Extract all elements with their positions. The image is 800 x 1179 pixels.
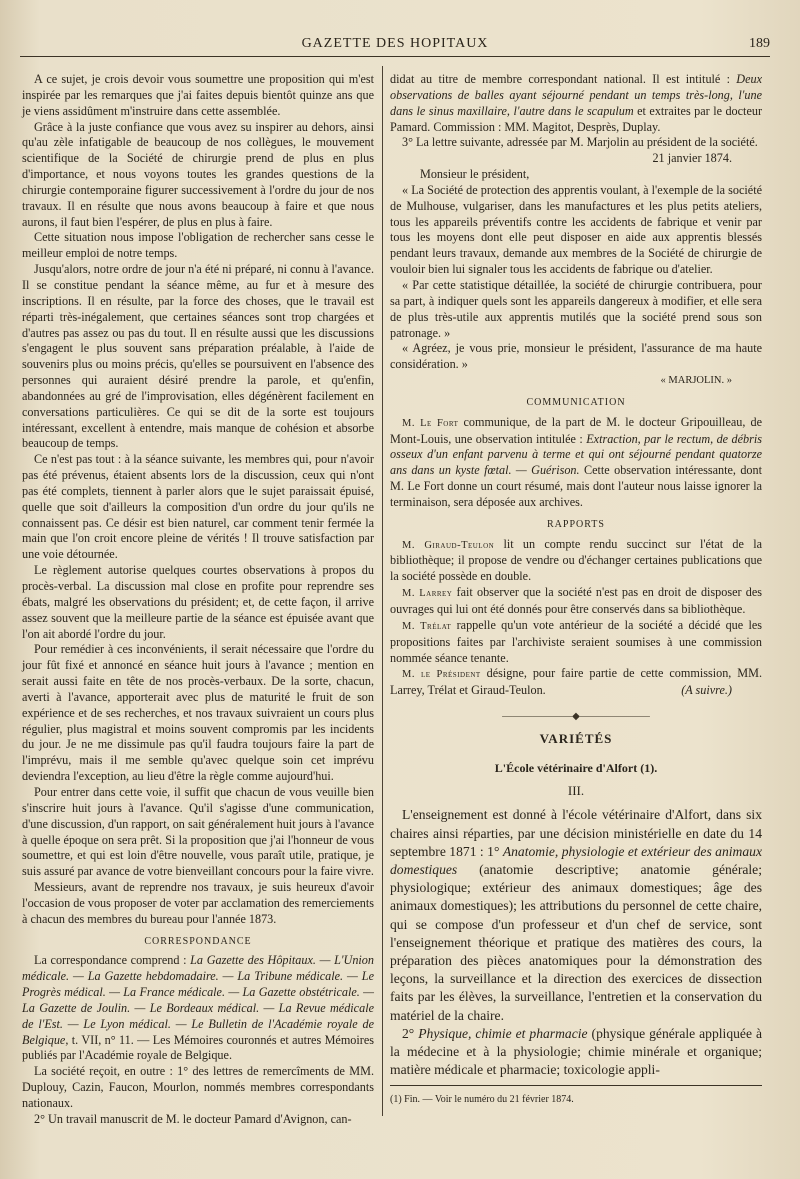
page-header — [20, 36, 770, 57]
text-run: t. VII, n° 11. — Les Mémoires couronnés et autres Mémoires publiés par l'Académie royale de Belgique. — [22, 1032, 374, 1063]
paragraph — [390, 585, 762, 618]
paragraph — [22, 953, 374, 1064]
italic-run: Physique, chimie et pharmacie — [418, 1025, 588, 1041]
italic-run: Extraction, par le rectum, de débris osseux d'un enfant parvenu à terme et qui ont séjourné pendant quatorze ans dans un kyste fœtal. — Guérison. — [390, 431, 762, 478]
italic-run: Deux observations de balles ayant séjourné pendant un temps très-long, l'une dans le sinus maxillaire, l'autre dans le scapulum — [390, 72, 762, 118]
paragraph — [390, 537, 762, 586]
paragraph — [390, 806, 762, 1024]
journal-title: GAZETTE DES HOPITAUX — [301, 36, 489, 51]
text-run: rappelle qu'un vote antérieur de la société a décidé que les propositions faites par l'archiviste seraient soumises à une commission nommée séance tenante. — [390, 617, 762, 665]
speaker-name: M. Le Fort — [402, 417, 459, 429]
paragraph: 3° La lettre suivante, adressée par M. Marjolin au président de la société. — [402, 135, 758, 150]
paragraph — [390, 1025, 762, 1080]
to-be-continued: (A suivre.) — [681, 683, 732, 698]
text-run: La correspondance comprend : — [34, 953, 191, 968]
paragraph: Jusqu'alors, notre ordre de jour n'a été ni préparé, ni connu à l'avance. Il se constitue pendant la séance même, au fur et à mesure des inscriptions. Il en résulte, par la force des choses, que le travail est réparti très-inégalement, que certaines séances sont trop chargées et d'autres pas assez ou pas du tout. Il en résulte aussi que les discussions s'engagent le plus souvent sans préparation préalable, à l'aide de souvenirs plus ou moins précis, qu'elles se poursuivent en l'absence des personnes qui auraient désiré prendre la parole, et qu'enfin, abandonnées au gré de l'improvisation, elles dégénèrent facilement en conversations particulières. Ce qui se dit de la sorte est toujours intéressant, excellent à entendre, mais manque de cohésion et absorbe beaucoup de temps. — [22, 262, 374, 451]
left-column — [22, 72, 374, 1128]
text-run: et extraites par le docteur Pamard. Commission : MM. Magitot, Desprès, Duplay. — [390, 103, 763, 134]
paragraph: Messieurs, avant de reprendre nos travaux, je suis heureux d'avoir l'occasion de vous proposer de voter par acclamation des remerciements à chacun des membres du bureau pour l'année 1873. — [22, 880, 374, 926]
right-column — [390, 72, 762, 1108]
speaker-name: M. le Président — [402, 669, 481, 681]
paragraph — [390, 72, 762, 135]
paragraph: Pour remédier à ces inconvénients, il serait nécessaire que l'ordre du jour fût fixé et annoncé en séance huit jours à l'avance ; mention en serait aussi faite en tête de nos procès-verbaux. De la sorte, chacun, averti à l'avance, apporterait avec plus de maturité le fruit de son expérience et de ses recherches, et nos travaux suivraient un cours plus régulier, plus magistral et moins souvent compromis par les incidents du jour. Je ne me dissimule pas qu'il faudra toujours faire la part de l'imprévu, mais il me semble qu'avec quelque soin cet imprévu deviendra l'exception, au lieu d'être la règle comme aujourd'hui. — [22, 642, 374, 784]
footnote-rule — [390, 1085, 762, 1086]
text-run: fait observer que la société n'est pas en droit de disposer des ouvrages qui lui ont été donnés pour être conservés dans sa bibliothèque. — [390, 585, 762, 616]
text-run: désigne, pour faire partie de cette commission, MM. Larrey, Trélat et Giraud-Teulon. — [390, 666, 762, 698]
article-part-number: III. — [567, 782, 585, 798]
text-run: (physique générale appliquée à la médecine et à la physiologie; chimie minérale et organique; matière médicale et pharmacie; toxicologie appli- — [390, 1025, 762, 1078]
section-heading-rapports: RAPPORTS — [547, 518, 605, 530]
speaker-name: M. Trélat — [402, 620, 452, 632]
page-number: 189 — [749, 36, 770, 51]
paragraph: A ce sujet, je crois devoir vous soumettre une proposition qui m'est inspirée par les remarques que j'ai faites depuis bientôt quinze ans que je viens assidûment m'instruire dans cette assemblée. — [22, 72, 374, 118]
speaker-name: M. Larrey — [402, 588, 453, 600]
text-run: Cette observation intéressante, dont M. Le Fort donne un court résumé, mais dont l'auteur nous laisse ignorer la terminaison, sera déposée aux archives. — [390, 463, 762, 509]
speaker-name: M. Giraud-Teulon — [402, 539, 495, 551]
paragraph: Ce n'est pas tout : à la séance suivante, les membres qui, pour n'avoir pas été prévenus, étaient absents lors de la discussion, ceux qui n'ont pas été complets, tiennent à parler alors que le sujet paraissait épuisé, quelle que soit d'ailleurs la composition d'un ordre du jour qu'ils ne connaissent pas. Ce désir est bien naturel, car comment tenir fermée la main que l'on croit encore pleine de vérités ! Il trouve satisfaction par une voie détournée. — [22, 452, 374, 562]
section-heading-correspondance: CORRESPONDANCE — [144, 935, 252, 947]
paragraph: La société reçoit, en outre : 1° des lettres de remercîments de MM. Duplouy, Cazin, Faucon, Mourlon, nommés membres correspondants nationaux. — [22, 1064, 374, 1110]
italic-run: Anatomie, physiologie et extérieur des animaux domestiques — [390, 843, 762, 878]
letter-date: 21 janvier 1874. — [652, 151, 732, 166]
footnote: (1) Fin. — Voir le numéro du 21 février 1874. — [390, 1094, 574, 1106]
letter-signature: « MARJOLIN. » — [660, 375, 732, 387]
paragraph: Cette situation nous impose l'obligation de rechercher sans cesse le meilleur emploi de notre temps. — [22, 230, 374, 261]
paragraph — [390, 618, 762, 667]
text-run: communique, de la part de M. le docteur Gripouilleau, de Mont-Louis, une observation intitulée : — [390, 414, 762, 446]
paragraph: 2° Un travail manuscrit de M. le docteur Pamard d'Avignon, can- — [34, 1111, 352, 1126]
section-heading-varietes: VARIÉTÉS — [539, 730, 613, 746]
paragraph: Grâce à la juste confiance que vous avez su inspirer au dehors, ainsi qu'au zèle infatigable de beaucoup de nos collègues, le mouvement scientifique de la Société de chirurgie prend de plus en plus d'importance, et nous voyons toutes les grandes questions de la chirurgie contemporaine figurer successivement à l'ordre du jour de nos travaux. Il en résulte que nous avons beaucoup à faire et que nous aurons, il faut bien l'espérer, de plus en plus à faire. — [22, 119, 374, 229]
paragraph: Pour entrer dans cette voie, il suffit que chacun de vous veuille bien s'inscrire huit jours à l'avance. Qu'il s'agisse d'une communication, d'une discussion, d'un rapport, on sait généralement huit jours à l'avance à quelle époque on sera prêt. Si la proposition que j'ai l'honneur de vous soumettre, et qui est loin d'être nouvelle, vous paraît utile, pratique, je suis assuré par avance de votre bienveillant concours pour la faire vivre. — [22, 784, 374, 879]
column-divider — [382, 66, 383, 1116]
text-run: L'enseignement est donné à l'école vétérinaire d'Alfort, dans six chaires ainsi réparties, par une décision ministérielle en date du 14 septembre 1871 : 1° — [390, 807, 762, 859]
paragraph: « Agréez, je vous prie, monsieur le président, l'assurance de ma haute considération. » — [390, 341, 762, 372]
italic-run: La Gazette des Hôpitaux. — L'Union médicale. — La Gazette hebdomadaire. — La Tribune médicale. — Le Progrès médical. — La France médicale. — La Gazette obstétricale. — La Gazette de Joulin. — Le Bordeaux médical. — La Revue médicale de l'Est. — Le Lyon médical. — Le Bulletin de l'Académie royale de Belgique, — [22, 953, 374, 1047]
paragraph — [390, 415, 762, 511]
text-run: didat au titre de membre correspondant national. Il est intitulé : — [390, 72, 737, 86]
paragraph: Le règlement autorise quelques courtes observations à propos du procès-verbal. La discussion mal close en profite pour reprendre ses ébats, malgré les observations du président; et, de cette façon, il arrive assez souvent que la meilleure partie de la séance est épuisée avant que l'on ait abordé l'ordre du jour. — [22, 563, 374, 641]
article-title: L'École vétérinaire d'Alfort (1). — [494, 760, 658, 775]
text-run: 2° — [402, 1025, 419, 1041]
text-run: (anatomie descriptive; anatomie générale; physiologique; extérieur des animaux domestiques; âge des animaux domestiques); les attributions du personnel de cette chaire, qui se compose d'un professeur et d'un chef de service, sont l'enseignement théorique et pratique des matières des cours, la préparation des pièces anatomiques pour la démonstration des leçons, la surveillance et la direction des exercices de dissection faits par les élèves, la surveillance, l'entretien et la conservation du matériel de la chaire. — [390, 862, 762, 1023]
paragraph: « La Société de protection des apprentis voulant, à l'exemple de la société de Mulhouse, vulgariser, dans les manufactures et les plus petits ateliers, tous les appareils préventifs contre les accidents de fabrique et venir par tous les moyens dont elle peut disposer en aide aux apprentis blessés pendant leurs travaux, demande aux membres de la Société de chirurgie de vouloir bien lui signaler tous les accidents de fabrique ou d'atelier. — [390, 182, 762, 277]
salutation: Monsieur le président, — [420, 167, 530, 182]
article-body — [390, 806, 762, 1079]
paragraph — [390, 666, 762, 699]
paragraph: « Par cette statistique détaillée, la société de chirurgie contribuera, pour sa part, à indiquer quels sont les appareils dangereux à modifier, et elle sera de plus très-utile aux apprentis mutilés que la société prend sous son patronage. » — [390, 277, 762, 340]
ornament-separator: ―――――――◆――――――― — [502, 711, 650, 723]
text-run: lit un compte rendu succinct sur l'état de la bibliothèque; il propose de vendre ou d'échanger certaines publications que la société possède en double. — [390, 536, 762, 584]
section-heading-communication: COMMUNICATION — [526, 396, 626, 408]
